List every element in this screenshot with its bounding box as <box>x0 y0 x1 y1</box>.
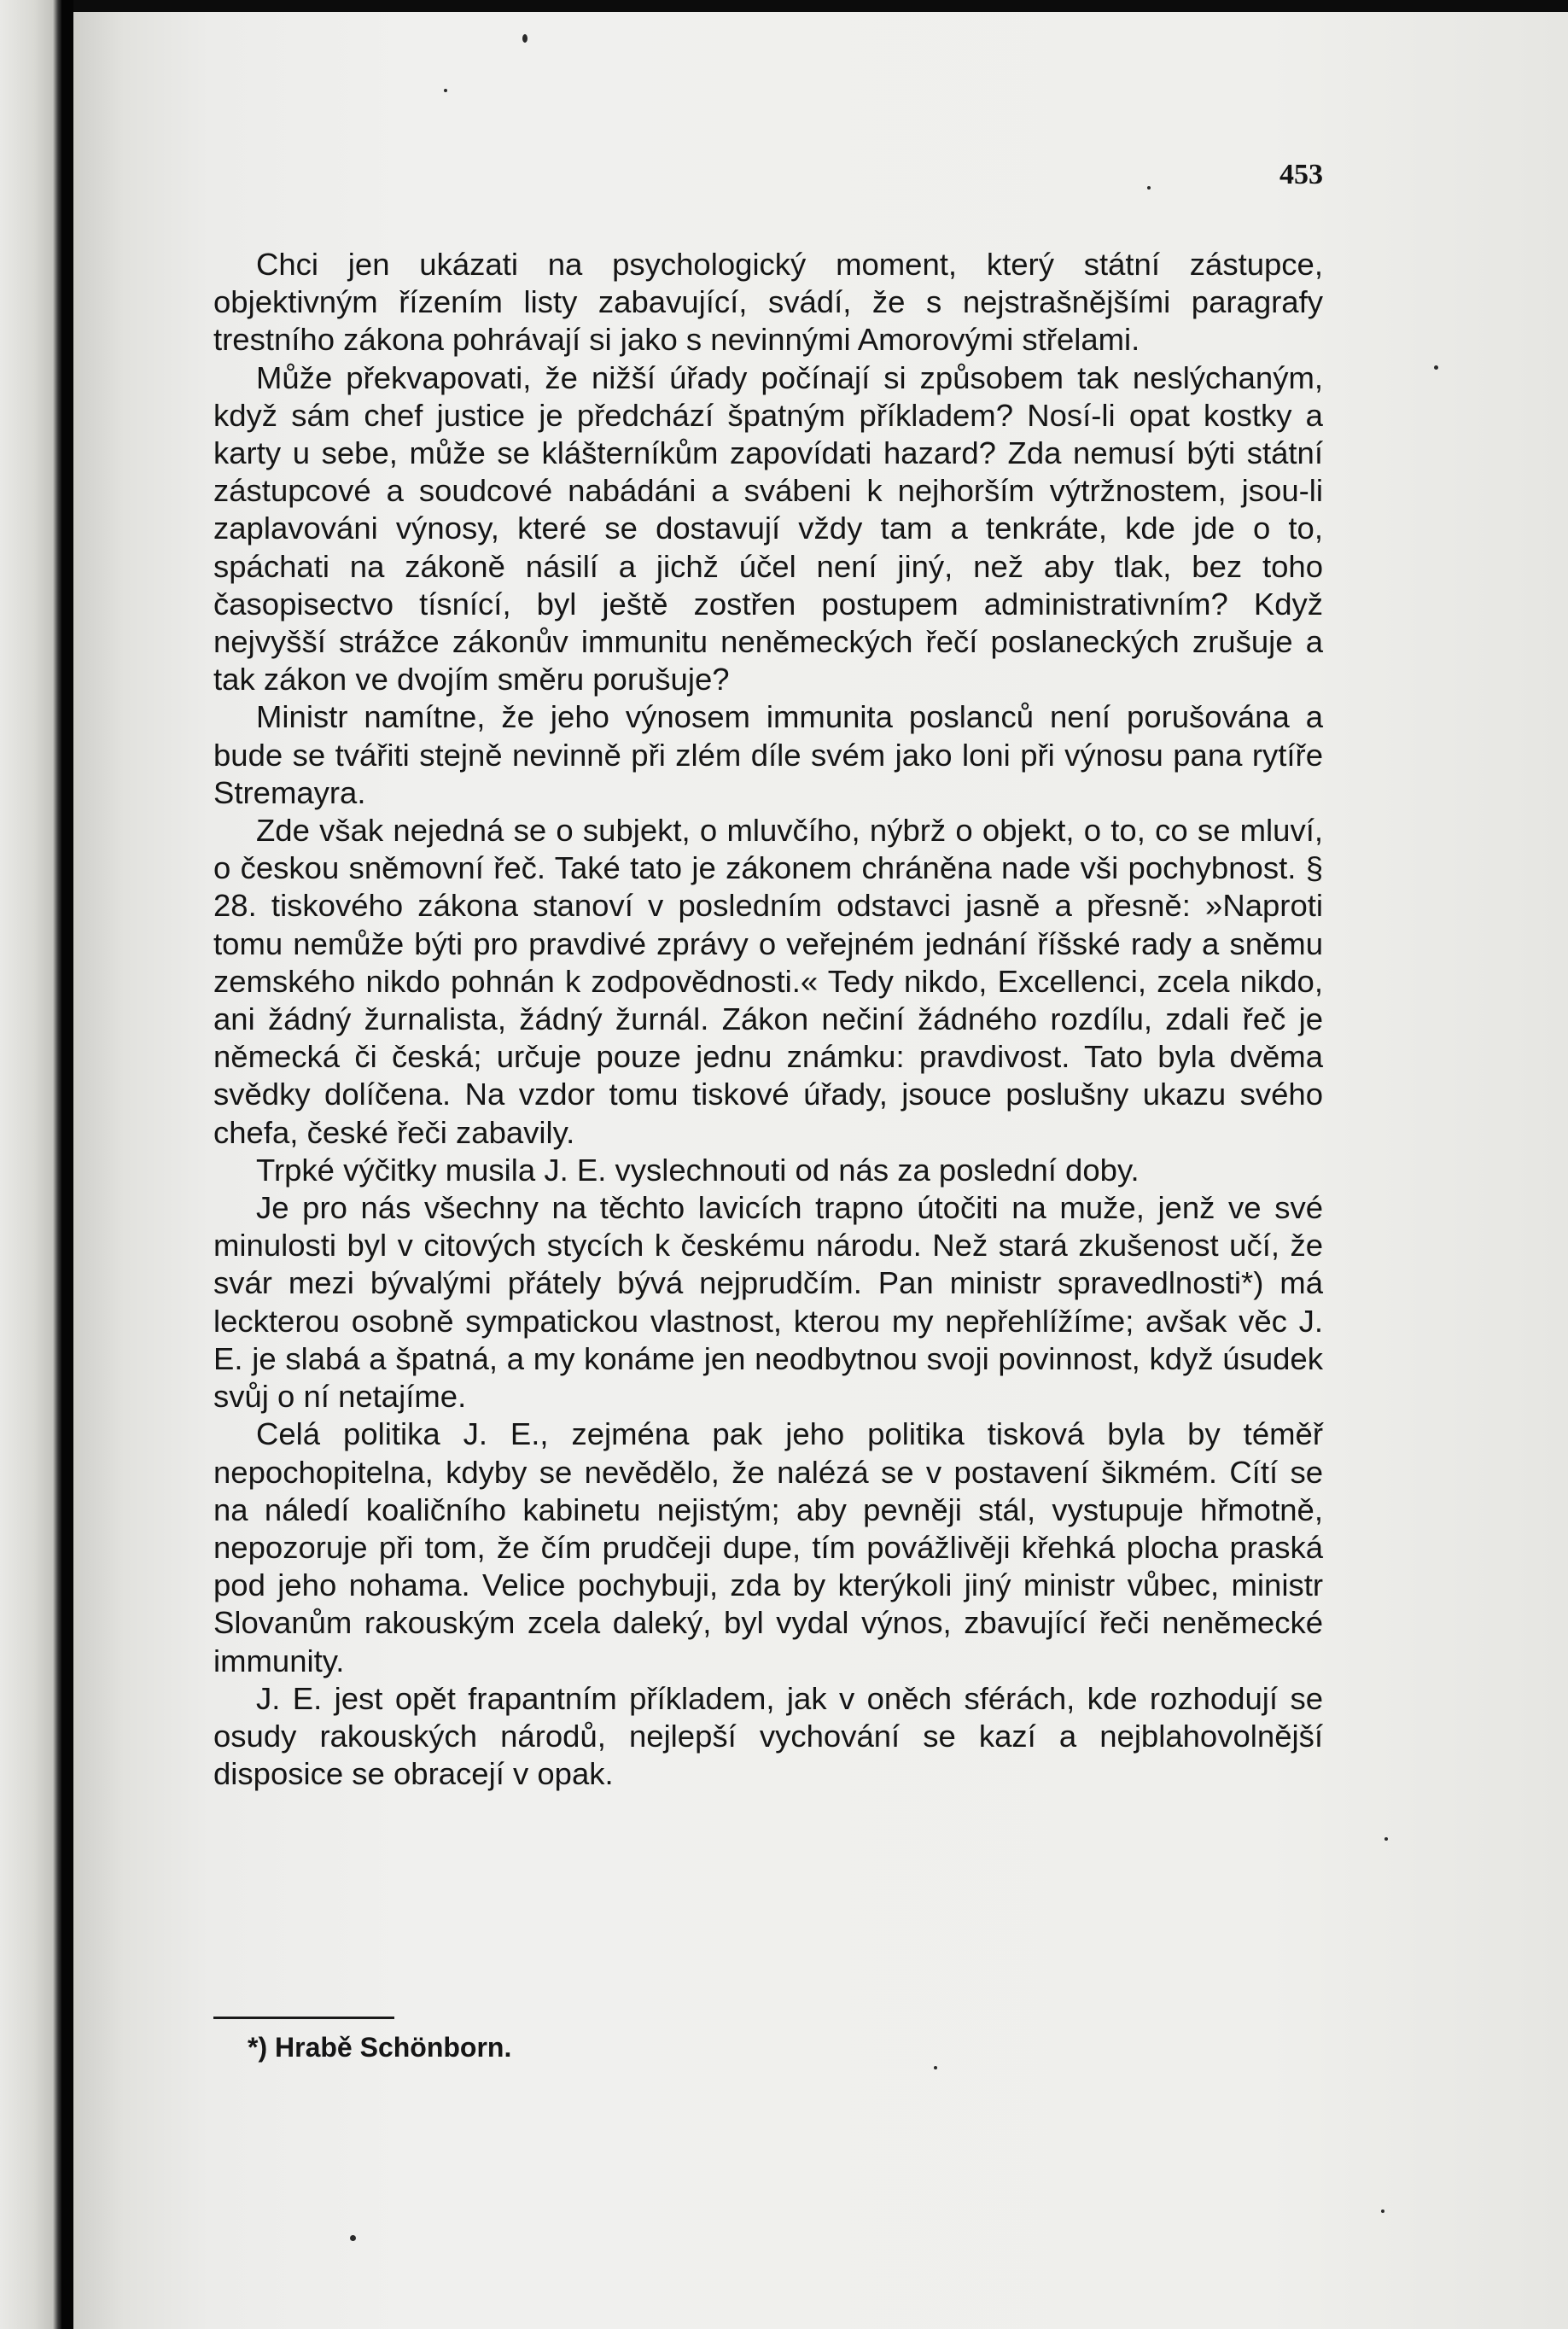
scan-speck <box>934 2066 937 2069</box>
scan-speck <box>1147 186 1151 190</box>
page-number: 453 <box>1279 159 1323 190</box>
paragraph: Celá politika J. E., zejména pak jeho politika tisková byla by téměř nepochopitelna, kdyby se nevědělo, že nalézá se v postavení šikmém. Cítí se na náledí koaličního kabinetu nejistým; aby pevněji stál, vystupuje hřmotně, nepozoruje při tom, že čím prudčeji dupe, tím povážlivěji křehká plocha praská pod jeho nohama. Velice pochybuji, zda by kterýkoli jiný ministr vůbec, ministr Slovanům rakouským zcela daleký, byl vydal výnos, zbavující řeči neněmecké immunity. <box>213 1416 1323 1678</box>
footnote: *) Hrabě Schönborn. <box>248 2032 512 2063</box>
paragraph: Chci jen ukázati na psychologický moment, který státní zástupce, objektivným řízením listy zabavující, svádí, že s nejstrašnějšími paragrafy trestního zákona pohrávají si jako s nevinnými Amorovými střelami. <box>213 247 1323 358</box>
scan-speck <box>1381 2209 1384 2213</box>
paragraph: Zde však nejedná se o subjekt, o mluvčího, nýbrž o objekt, o to, co se mluví, o českou sněmovní řeč. Také tato je zákonem chráněna nade vši pochybnost. § 28. tiskového zákona stanoví v posledním odstavci jasně a přesně: »Naproti tomu nemůže býti pro pravdivé zprávy o veřejném jednání říšské rady a sněmu zemského nikdo pohnán k zodpovědnosti.« Tedy nikdo, Excellenci, zcela nikdo, ani žádný žurnalista, žádný žurnál. Zákon nečiní žádného rozdílu, zdali řeč je německá či česká; určuje pouze jednu známku: pravdivost. Tato byla dvěma svědky dolíčena. Na vzdor tomu tiskové úřady, jsouce poslušny ukazu svého chefa, české řeči zabavily. <box>213 813 1323 1150</box>
paragraph: Ministr namítne, že jeho výnosem immunita poslanců není porušována a bude se tvářiti stejně nevinně při zlém díle svém jako loni při výnosu pana rytíře Stremayra. <box>213 699 1323 810</box>
paragraph: Je pro nás všechny na těchto lavicích trapno útočiti na muže, jenž ve své minulosti byl v citových stycích k českému národu. Než stará zkušenost učí, že svár mezi bývalými přátely bývá nejprudčím. Pan ministr spravedlnosti*) má leckterou osobně sympatickou vlastnost, kterou my nepřehlížíme; avšak věc J. E. je slabá a špatná, a my konáme jen neodbytnou svoji povinnost, když úsudek svůj o ní netajíme. <box>213 1190 1323 1415</box>
paragraph: J. E. jest opět frapantním příkladem, jak v oněch sférách, kde rozhodují se osudy rakouských národů, nejlepší vychování se kazí a nejblahovolnější disposice se obracejí v opak. <box>213 1680 1323 1792</box>
scan-speck <box>522 34 528 43</box>
footnote-rule <box>213 2017 394 2019</box>
scan-speck <box>350 2235 356 2241</box>
scan-speck <box>444 89 447 92</box>
paragraph: Může překvapovati, že nižší úřady počínají si způsobem tak neslýchaným, když sám chef justice je předchází špatným příkladem? Nosí-li opat kostky a karty u sebe, může se klášterníkům zapovídati hazard? Zda nemusí býti státní zástupcové a soudcové nabádáni a svábeni k nejhorším výtržnostem, jsou-li zaplavováni výnosy, které se dostavují vždy tam a tenkráte, kde jde o to, spáchati na zákoně násilí a jichž účel není jiný, než aby tlak, bez toho časopisectvo tísnící, byl ještě zostřen postupem administrativním? Když nejvyšší strážce zákonův immunitu neněmeckých řečí poslaneckých zrušuje a tak zákon ve dvojím směru porušuje? <box>213 359 1323 698</box>
body-text <box>213 246 1323 1793</box>
paragraph: Trpké výčitky musila J. E. vyslechnouti od nás za poslední doby. <box>256 1152 1140 1188</box>
scan-speck <box>1434 365 1438 370</box>
scan-speck <box>1384 1837 1388 1841</box>
left-page-edge <box>0 0 61 2329</box>
binding-shadow <box>61 0 73 2329</box>
